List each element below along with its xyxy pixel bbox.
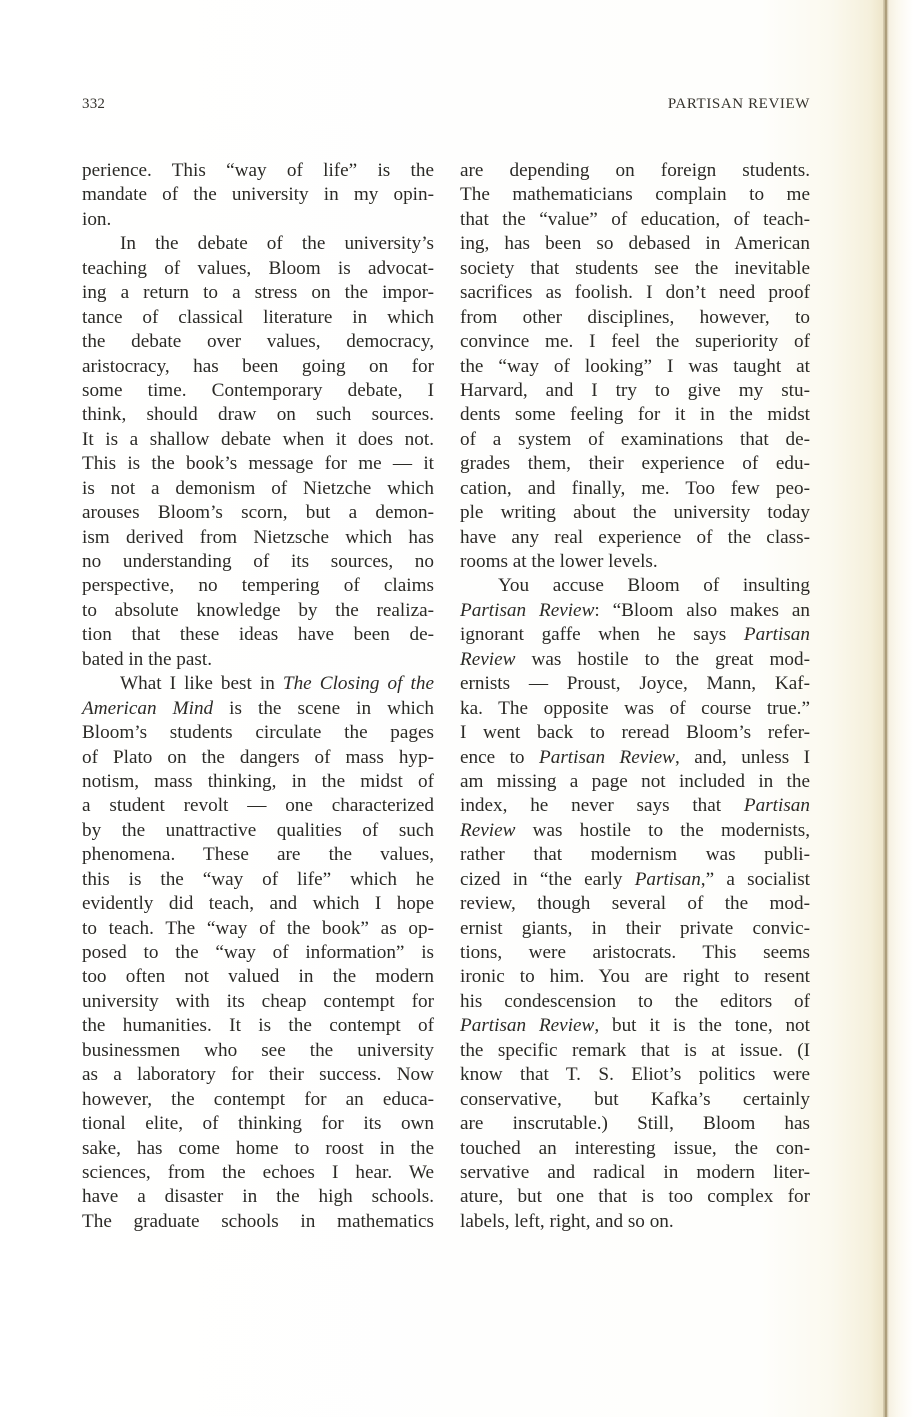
italic-title: Review — [460, 819, 516, 841]
text-line: tional elite, of thinking for its own — [82, 1113, 434, 1135]
text-line: rooms at the lower levels. — [460, 551, 658, 572]
text-segment: : “Bloom also makes an — [594, 599, 810, 621]
page-edge — [883, 0, 913, 1417]
text-line — [460, 819, 810, 843]
page-edge-shadow — [885, 0, 887, 1417]
left-column — [82, 159, 434, 1234]
text-line: sciences, from the echoes I hear. We — [82, 1161, 434, 1183]
text-segment: What I like best in — [120, 673, 283, 695]
text-line: ing a return to a stress on the impor- — [82, 282, 434, 304]
text-line: his condescension to the editors of — [460, 990, 810, 1012]
text-line: the specific remark that is at issue. (I — [460, 1039, 810, 1061]
text-line: ing, has been so debased in American — [460, 233, 810, 255]
text-line: ature, but one that is too complex for — [460, 1186, 810, 1208]
page-number: 332 — [82, 96, 106, 112]
text-line: know that T. S. Eliot’s politics were — [460, 1064, 810, 1086]
text-line: the debate over values, democracy, — [82, 331, 434, 353]
text-line — [460, 794, 810, 818]
text-segment: was hostile to the modernists, — [515, 819, 810, 841]
text-line: ion. — [82, 208, 112, 230]
text-line: the humanities. It is the contempt of — [82, 1015, 434, 1037]
text-line: businessmen who see the university — [82, 1039, 434, 1061]
text-line: society that students see the inevitable — [460, 257, 810, 279]
text-line: servative and radical in modern liter- — [460, 1161, 810, 1183]
right-column — [460, 159, 810, 1234]
text-line: teaching of values, Bloom is advocat- — [82, 257, 434, 279]
text-line: have any real experience of the class- — [460, 526, 810, 548]
text-line: however, the contempt for an educa- — [82, 1088, 434, 1110]
text-line: This is the book’s message for me — it — [82, 453, 434, 475]
text-line: The mathematicians complain to me — [460, 184, 810, 206]
text-line: are depending on foreign students. — [460, 160, 810, 181]
text-line: to absolute knowledge by the realiza- — [82, 599, 434, 621]
italic-title: Partisan Review — [460, 1015, 595, 1037]
italic-title: Review — [460, 648, 516, 670]
text-line: the “way of looking” I was taught at — [460, 355, 810, 377]
text-line — [460, 623, 810, 647]
italic-title: Partisan — [634, 868, 701, 890]
text-line — [460, 746, 810, 770]
text-line: of a system of examinations that de- — [460, 428, 810, 450]
text-line: sacrifices as foolish. I don’t need proof — [460, 282, 810, 304]
text-line: that the “value” of education, of teach- — [460, 208, 810, 230]
running-head — [82, 96, 810, 118]
text-line — [82, 672, 434, 696]
text-line: I went back to reread Bloom’s refer- — [460, 722, 810, 744]
text-line: of Plato on the dangers of mass hyp- — [82, 746, 434, 768]
text-line: tions, were aristocrats. This seems — [460, 942, 810, 963]
text-line: some time. Contemporary debate, I — [82, 379, 434, 401]
text-line: tion that these ideas have been de- — [82, 624, 434, 646]
text-line: ple writing about the university today — [460, 502, 810, 524]
text-line: phenomena. These are the values, — [82, 844, 434, 866]
text-line: Bloom’s students circulate the pages — [82, 722, 434, 744]
text-segment: ignorant gaffe when he says — [460, 624, 744, 646]
text-line: dents some feeling for it in the midst — [460, 404, 810, 426]
italic-title: Partisan — [743, 795, 810, 817]
text-line: Harvard, and I try to give my stu- — [460, 379, 810, 401]
text-line: is not a demonism of Nietzche which — [82, 477, 434, 499]
text-line — [460, 648, 810, 672]
text-line: arouses Bloom’s scorn, but a demon- — [82, 502, 434, 524]
text-line: too often not valued in the modern — [82, 966, 434, 988]
text-segment: ,” a socialist — [700, 868, 811, 890]
italic-title: Partisan Review — [539, 746, 675, 768]
text-line: It is a shallow debate when it does not. — [82, 428, 434, 450]
text-line — [460, 868, 810, 892]
text-segment: cized in “the early — [460, 868, 635, 890]
text-line: ironic to him. You are right to resent — [460, 966, 810, 988]
text-segment: ence to — [460, 746, 539, 768]
text-line: think, should draw on such sources. — [82, 404, 434, 426]
text-line: touched an interesting issue, the con- — [460, 1137, 810, 1159]
text-line: tance of classical literature in which — [82, 306, 434, 328]
text-line: convince me. I feel the superiority of — [460, 331, 810, 353]
text-line: grades them, their experience of edu- — [460, 453, 810, 475]
text-line: sake, has come home to roost in the — [82, 1137, 434, 1159]
text-segment: , and, unless I — [674, 746, 811, 768]
text-line: The graduate schools in mathematics — [82, 1210, 434, 1232]
italic-title: Partisan Review — [460, 599, 595, 621]
text-line: am missing a page not included in the — [460, 770, 810, 792]
text-line: have a disaster in the high schools. — [82, 1186, 434, 1208]
text-line: review, though several of the mod- — [460, 893, 810, 915]
text-segment: was hostile to the great mod- — [515, 648, 810, 670]
text-line: In the debate of the university’s — [120, 233, 434, 255]
text-line: aristocracy, has been going on for — [82, 355, 434, 377]
text-line: ka. The opposite was of course true.” — [460, 697, 810, 719]
italic-title: Partisan — [743, 624, 810, 646]
text-line: are inscrutable.) Still, Bloom has — [460, 1113, 810, 1135]
text-line: ernists — Proust, Joyce, Mann, Kaf- — [460, 673, 810, 695]
text-line: as a laboratory for their success. Now — [82, 1064, 434, 1086]
text-line: university with its cheap contempt for — [82, 990, 434, 1012]
text-line: perspective, no tempering of claims — [82, 575, 434, 597]
text-segment: is the scene in which — [213, 697, 434, 719]
text-line: no understanding of its sources, no — [82, 551, 434, 572]
text-line: evidently did teach, and which I hope — [82, 893, 434, 915]
text-line: rather that modernism was publi- — [460, 844, 810, 866]
text-line: notism, mass thinking, in the midst of — [82, 770, 434, 792]
text-line: posed to the “way of information” is — [82, 942, 434, 963]
journal-title: PARTISAN REVIEW — [667, 96, 810, 112]
text-line: bated in the past. — [82, 648, 213, 670]
text-line: cation, and finally, me. Too few peo- — [460, 477, 810, 499]
text-line: ernist giants, in their private convic- — [460, 917, 810, 939]
text-line: conservative, but Kafka’s certainly — [460, 1088, 810, 1110]
italic-title: American Mind — [82, 697, 214, 719]
text-line: perience. This “way of life” is the — [82, 160, 434, 181]
text-line — [460, 599, 810, 623]
text-line: ism derived from Nietzsche which has — [82, 526, 434, 548]
italic-title: The Closing of the — [282, 673, 434, 695]
text-line: labels, left, right, and so on. — [460, 1210, 674, 1232]
text-segment: index, he never says that — [460, 795, 744, 817]
text-line: a student revolt — one characterized — [82, 795, 434, 817]
text-line — [82, 697, 434, 721]
text-line — [460, 1014, 810, 1038]
text-line: to teach. The “way of the book” as op- — [82, 917, 434, 939]
text-line: this is the “way of life” which he — [82, 868, 434, 890]
text-line: mandate of the university in my opin- — [82, 184, 434, 206]
text-line: by the unattractive qualities of such — [82, 819, 434, 841]
text-line: You accuse Bloom of insulting — [498, 575, 810, 597]
text-line: from other disciplines, however, to — [460, 306, 810, 328]
text-segment: , but it is the tone, not — [594, 1015, 810, 1037]
